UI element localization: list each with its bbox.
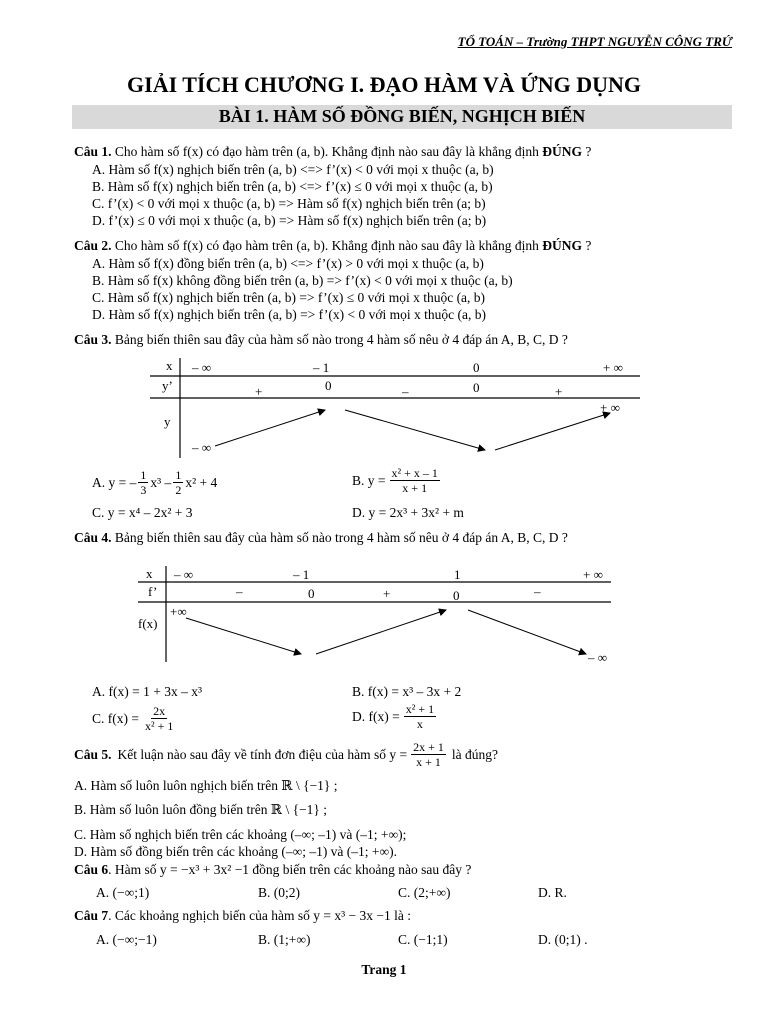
x-value: – 1 xyxy=(313,360,330,375)
question-label: Câu 2. xyxy=(74,238,112,253)
question-6 xyxy=(74,862,471,878)
x-value: – 1 xyxy=(293,567,310,582)
option-text: C. f(x) = xyxy=(92,710,139,726)
question-7 xyxy=(74,908,411,924)
sign: – xyxy=(236,584,243,599)
numerator: x² + x – 1 xyxy=(391,466,438,480)
question-tail: là đúng? xyxy=(451,746,498,762)
question-text: Cho hàm số f(x) có đạo hàm trên (a, b). Khẳng định nào sau đây là khẳng định xyxy=(114,144,543,159)
row-label-x: x xyxy=(166,358,173,373)
option-text: B. y = xyxy=(352,472,386,488)
option-text: x² + 4 xyxy=(185,474,218,490)
q4-option-a[interactable]: A. f(x) = 1 + 3x – x³ xyxy=(92,684,203,699)
denominator: x xyxy=(416,717,423,731)
table-3-lines xyxy=(150,358,640,458)
sign: – xyxy=(402,384,409,399)
q6-option-c[interactable]: C. (2;+∞) xyxy=(398,885,451,900)
question-text: Cho hàm số f(x) có đạo hàm trên (a, b). Khẳng định nào sau đây là khẳng định xyxy=(114,238,543,253)
q4-option-b[interactable]: B. f(x) = x³ – 3x + 2 xyxy=(352,684,462,699)
denominator: x + 1 xyxy=(402,481,428,495)
question-2 xyxy=(74,238,591,254)
denominator: x + 1 xyxy=(416,755,441,769)
question-tail: ? xyxy=(582,238,592,253)
page-number: Trang 1 xyxy=(361,962,407,977)
question-tail: ? xyxy=(582,144,592,159)
q7-option-a[interactable]: A. (−∞;−1) xyxy=(96,932,157,947)
q4-option-d[interactable] xyxy=(352,702,436,731)
denominator: 3 xyxy=(140,483,147,497)
q2-option-a[interactable]: A. Hàm số f(x) đồng biến trên (a, b) <=> f’(x) > 0 với mọi x thuộc (a, b) xyxy=(92,256,484,271)
lesson-title: BÀI 1. HÀM SỐ ĐỒNG BIẾN, NGHỊCH BIẾN xyxy=(218,106,586,126)
x-value: – ∞ xyxy=(174,567,194,582)
sign: 0 xyxy=(453,588,460,603)
q6-option-d[interactable]: D. R. xyxy=(538,885,567,900)
f-value: – ∞ xyxy=(588,650,608,665)
sign: – xyxy=(534,584,541,599)
question-label: Câu 1. xyxy=(74,144,112,159)
question-text: Bảng biến thiên sau đây của hàm số nào trong 4 hàm số nêu ở 4 đáp án A, B, C, D ? xyxy=(114,530,568,545)
option-text: x³ – xyxy=(150,474,172,490)
numerator: 2x + 1 xyxy=(413,740,444,754)
fraction xyxy=(173,468,183,497)
question-1 xyxy=(74,144,591,160)
question-emphasis: ĐÚNG xyxy=(542,144,583,159)
question-3 xyxy=(74,332,568,348)
q6-option-a[interactable]: A. (−∞;1) xyxy=(96,885,150,900)
x-value: 1 xyxy=(454,567,461,582)
school-header: TỔ TOÁN – Trường THPT NGUYỄN CÔNG TRỨ xyxy=(457,34,732,49)
q6-option-b[interactable]: B. (0;2) xyxy=(258,885,300,900)
row-label-x: x xyxy=(146,566,153,581)
question-text: . Các khoảng nghịch biến của hàm số y = x³ − 3x −1 là : xyxy=(108,908,411,923)
x-value: – ∞ xyxy=(192,360,212,375)
question-text: . Hàm số y = −x³ + 3x² −1 đồng biến trên các khoảng nào sau đây ? xyxy=(108,862,472,877)
row-label-f: f(x) xyxy=(138,616,158,631)
sign: 0 xyxy=(325,378,332,393)
denominator: 2 xyxy=(175,483,182,497)
chapter-title: GIẢI TÍCH CHƯƠNG I. ĐẠO HÀM VÀ ỨNG DỤNG xyxy=(127,72,641,97)
q2-option-c[interactable]: C. Hàm số f(x) nghịch biến trên (a, b) => f’(x) ≤ 0 với mọi x thuộc (a, b) xyxy=(92,290,486,305)
q3-option-a[interactable] xyxy=(92,468,217,497)
row-label-y: y xyxy=(164,414,171,429)
fraction xyxy=(143,704,175,733)
option-text: D. f(x) = xyxy=(352,708,400,724)
q5-option-d[interactable]: D. Hàm số đồng biến trên các khoảng (–∞; –1) và (–1; +∞). xyxy=(74,844,398,859)
x-value: + ∞ xyxy=(583,567,603,582)
question-text: Kết luận nào sau đây về tính đơn điệu của hàm số y = xyxy=(117,746,408,762)
fraction xyxy=(390,466,440,495)
q7-option-c[interactable]: C. (−1;1) xyxy=(398,932,448,947)
variation-table-4 xyxy=(138,566,613,666)
y-value: – ∞ xyxy=(192,440,212,455)
q3-option-b[interactable] xyxy=(352,466,440,495)
variation-table-3 xyxy=(150,358,640,458)
numerator: 1 xyxy=(140,468,147,482)
question-4 xyxy=(74,530,568,546)
sign: 0 xyxy=(473,380,480,395)
sign: 0 xyxy=(308,586,315,601)
denominator: x² + 1 xyxy=(144,719,174,733)
q5-option-c[interactable]: C. Hàm số nghịch biến trên các khoảng (–∞; –1) và (–1; +∞); xyxy=(74,827,407,842)
q2-option-b[interactable]: B. Hàm số f(x) không đồng biến trên (a, b) => f’(x) < 0 với mọi x thuộc (a, b) xyxy=(92,273,513,288)
q7-option-b[interactable]: B. (1;+∞) xyxy=(258,932,311,947)
y-value: + ∞ xyxy=(600,400,620,415)
q3-option-d[interactable]: D. y = 2x³ + 3x² + m xyxy=(352,505,464,520)
q1-option-d[interactable]: D. f’(x) ≤ 0 với mọi x thuộc (a, b) => Hàm số f(x) nghịch biến trên (a; b) xyxy=(92,213,487,228)
q7-option-d[interactable]: D. (0;1) . xyxy=(538,932,588,947)
question-label: Câu 3. xyxy=(74,332,112,347)
x-value: 0 xyxy=(473,360,480,375)
fraction xyxy=(138,468,148,497)
numerator: 1 xyxy=(175,468,182,482)
q1-option-b[interactable]: B. Hàm số f(x) nghịch biến trên (a, b) <=> f’(x) ≤ 0 với mọi x thuộc (a, b) xyxy=(92,179,493,194)
numerator: 2x xyxy=(153,704,166,718)
fraction xyxy=(404,702,436,731)
question-5 xyxy=(74,740,498,769)
sign: + xyxy=(555,384,563,399)
f-value: +∞ xyxy=(170,604,187,619)
table-4-lines xyxy=(138,566,613,666)
q5-option-a[interactable]: A. Hàm số luôn luôn nghịch biến trên ℝ \ {−1} ; xyxy=(74,778,338,793)
row-label-fprime: f’ xyxy=(148,584,158,599)
question-label: Câu 7 xyxy=(74,908,109,923)
question-text: Bảng biến thiên sau đây của hàm số nào trong 4 hàm số nêu ở 4 đáp án A, B, C, D ? xyxy=(114,332,568,347)
q5-option-b[interactable]: B. Hàm số luôn luôn đồng biến trên ℝ \ {−1} ; xyxy=(74,802,328,817)
row-label-yprime: y’ xyxy=(162,378,173,393)
q1-option-c[interactable]: C. f’(x) < 0 với mọi x thuộc (a, b) => Hàm số f(x) nghịch biến trên (a; b) xyxy=(92,196,486,211)
question-label: Câu 4. xyxy=(74,530,112,545)
fraction xyxy=(411,740,446,769)
option-text: A. y = – xyxy=(92,474,137,490)
question-emphasis: ĐÚNG xyxy=(542,238,583,253)
sign: + xyxy=(255,384,263,399)
question-label: Câu 6 xyxy=(74,862,109,877)
q2-option-d[interactable]: D. Hàm số f(x) nghịch biến trên (a, b) => f’(x) < 0 với mọi x thuộc (a, b) xyxy=(92,307,486,322)
q3-option-c[interactable]: C. y = x⁴ – 2x² + 3 xyxy=(92,505,193,520)
x-value: + ∞ xyxy=(603,360,623,375)
q4-option-c[interactable] xyxy=(92,704,175,733)
numerator: x² + 1 xyxy=(405,702,435,716)
question-label: Câu 5. xyxy=(74,746,112,762)
sign: + xyxy=(383,586,391,601)
q1-option-a[interactable]: A. Hàm số f(x) nghịch biến trên (a, b) <=> f’(x) < 0 với mọi x thuộc (a, b) xyxy=(92,162,494,177)
